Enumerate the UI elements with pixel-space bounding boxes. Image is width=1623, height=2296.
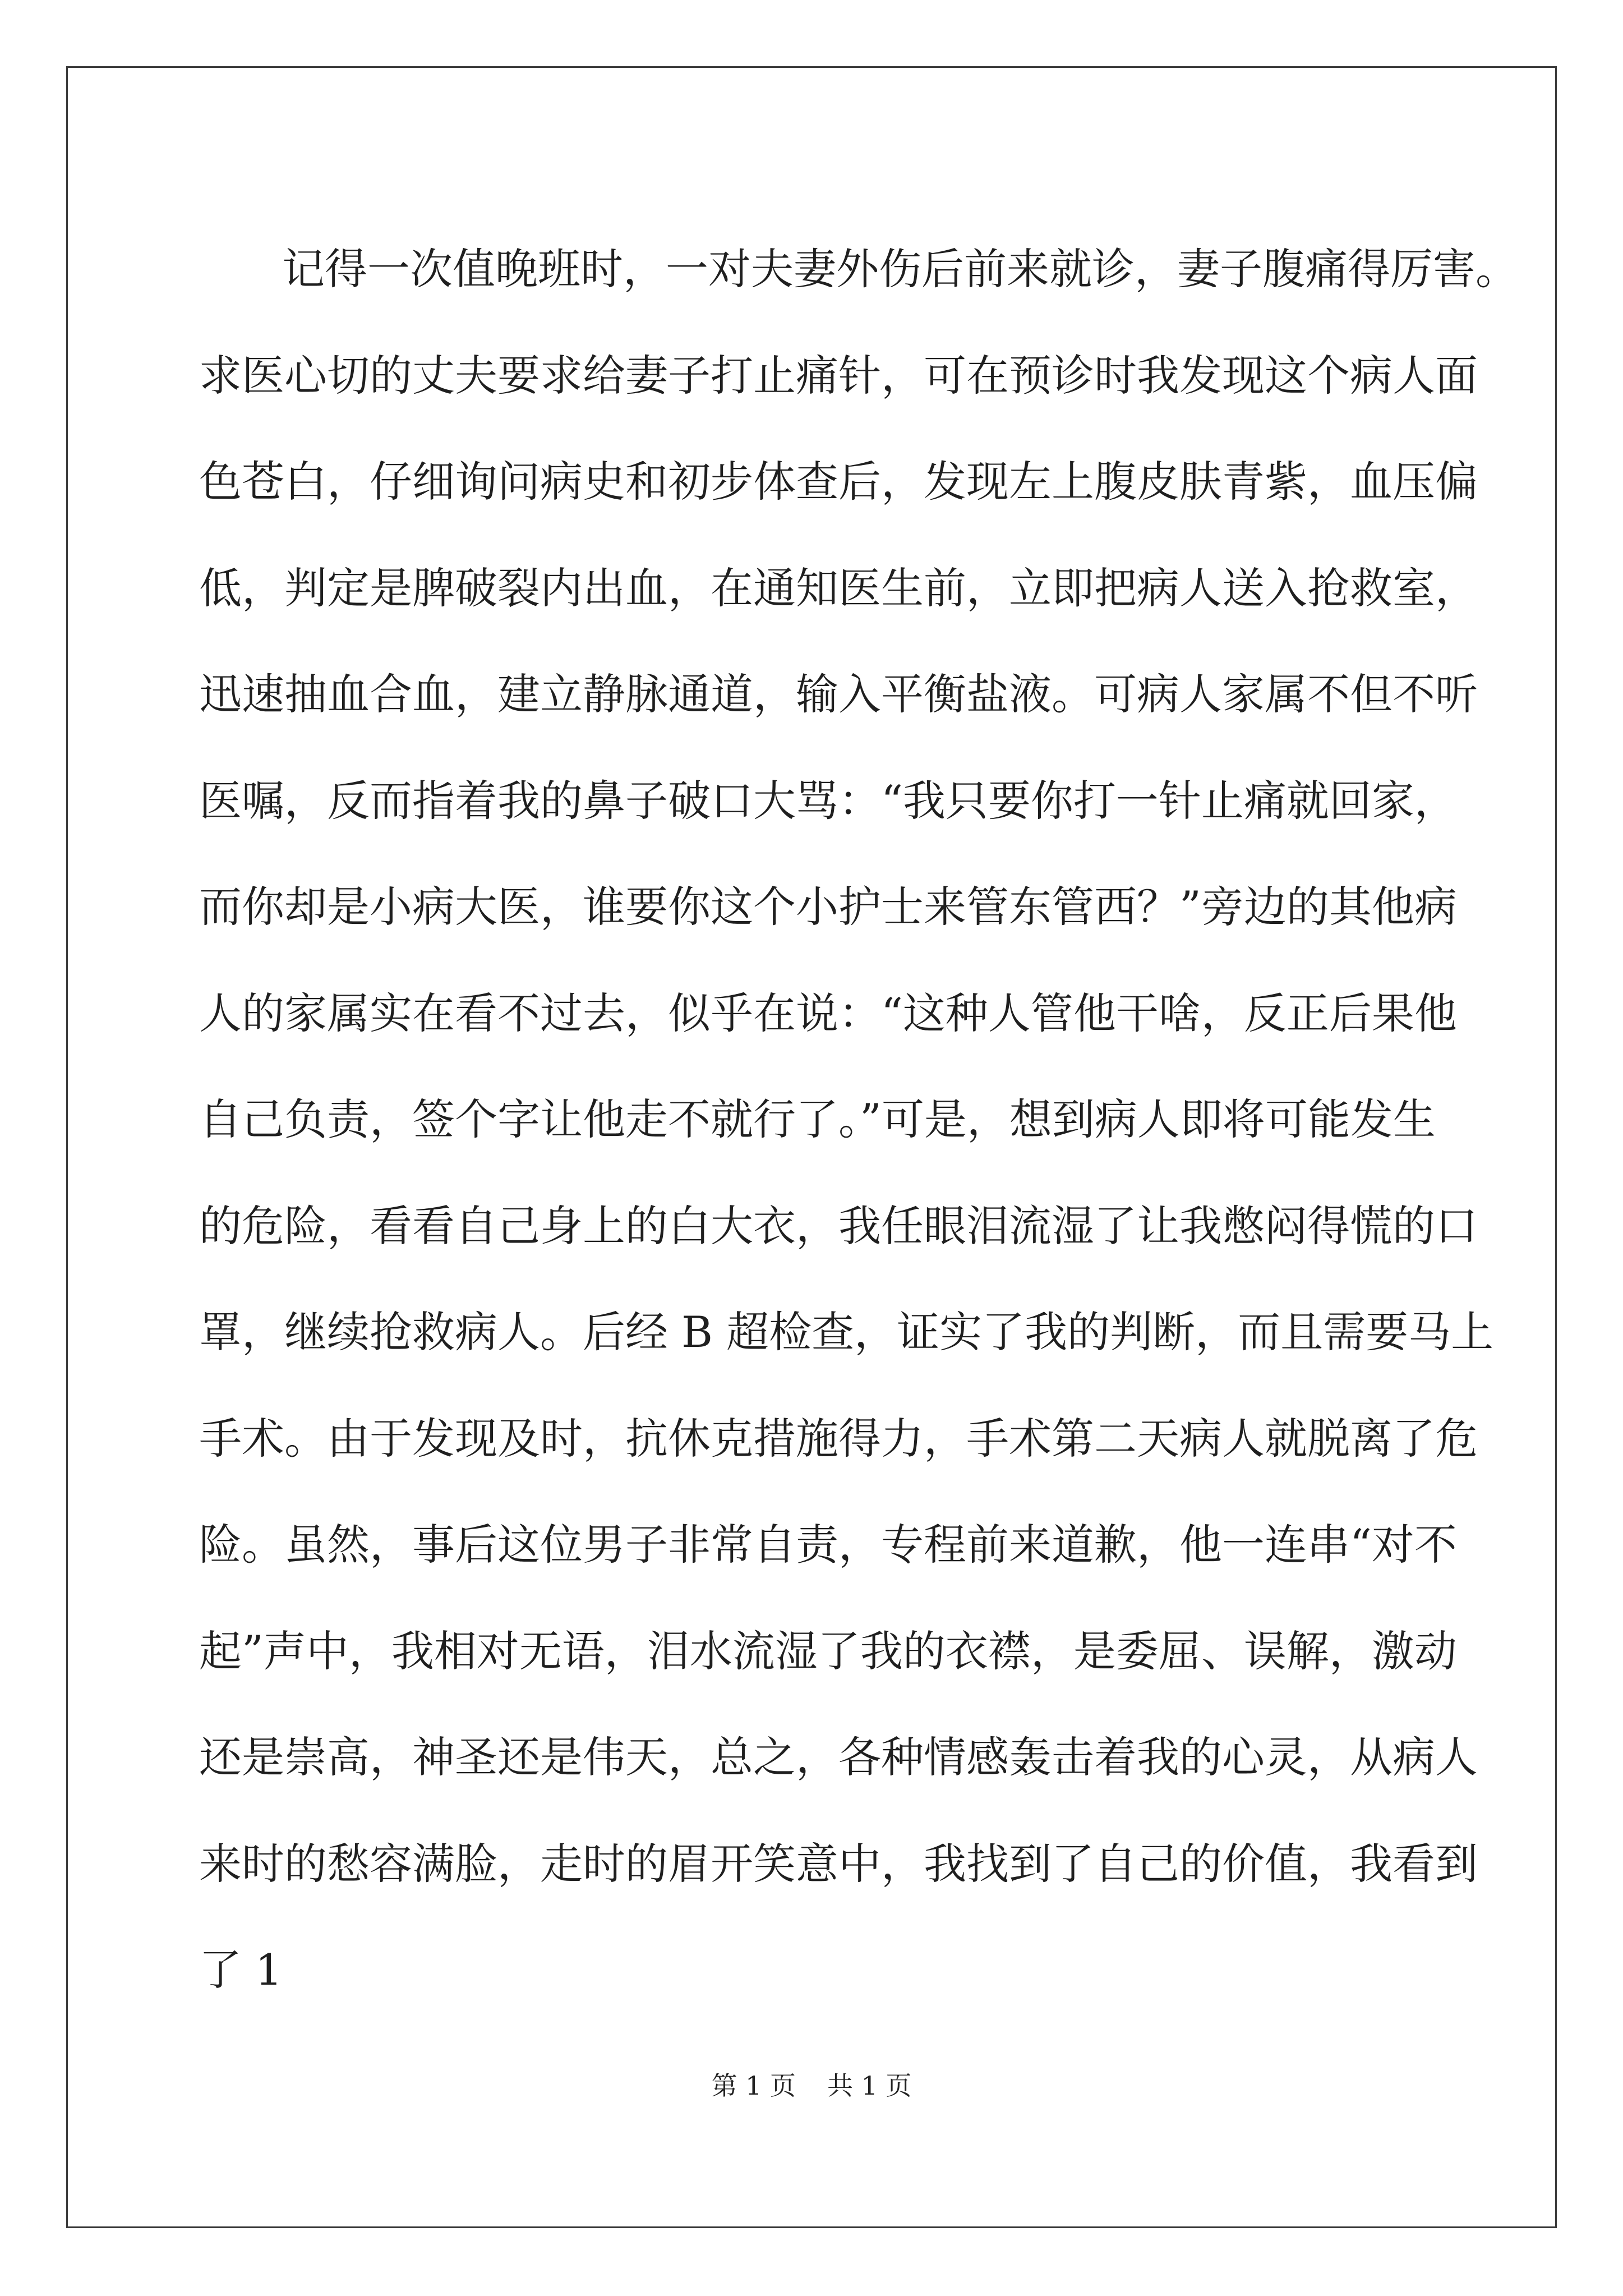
text-line: 求医心切的丈夫要求给妻子打止痛针，可在预诊时我发现这个病人面 — [199, 350, 1478, 401]
text-line: 迅速抽血合血，建立静脉通道，输入平衡盐液。可病人家属不但不听 — [199, 669, 1478, 719]
page-total: 共 1 页 — [827, 2070, 912, 2101]
text-line: 起”声中，我相对无语，泪水流湿了我的衣襟，是委屈、误解，激动 — [199, 1626, 1457, 1676]
text-line: 而你却是小病大医，谁要你这个小护士来管东管西？”旁边的其他病 — [199, 882, 1457, 932]
text-line: 来时的愁容满脸，走时的眉开笑意中，我找到了自己的价值，我看到 — [199, 1838, 1478, 1889]
text-line: 罩，继续抢救病人。后经 B 超检查，证实了我的判断，而且需要马上 — [199, 1307, 1494, 1357]
text-line: 低，判定是脾破裂内出血，在通知医生前，立即把病人送入抢救室， — [199, 563, 1478, 613]
body-text — [199, 216, 1518, 2023]
text-line: 人的家属实在看不过去，似乎在说：“这种人管他干啥，反正后果他 — [199, 988, 1457, 1038]
text-line: 自己负责，签个字让他走不就行了。”可是，想到病人即将可能发生 — [199, 1094, 1436, 1144]
text-line: 险。虽然，事后这位男子非常自责，专程前来道歉，他一连串“对不 — [199, 1520, 1457, 1570]
page-footer — [0, 2069, 1623, 2102]
text-line: 手术。由于发现及时，抗休克措施得力，手术第二天病人就脱离了危 — [199, 1413, 1478, 1464]
text-line: 记得一次值晚班时，一对夫妻外伤后前来就诊，妻子腹痛得厉害。 — [282, 244, 1518, 294]
text-line: 了 1 — [199, 1945, 283, 1995]
text-line: 的危险，看看自己身上的白大衣，我任眼泪流湿了让我憋闷得慌的口 — [199, 1200, 1478, 1251]
page-number: 第 1 页 — [711, 2070, 796, 2101]
text-line: 医嘱，反而指着我的鼻子破口大骂：“我只要你打一针止痛就回家， — [199, 775, 1457, 826]
text-line: 还是崇高，神圣还是伟天，总之，各种情感轰击着我的心灵，从病人 — [199, 1732, 1478, 1782]
text-line: 色苍白，仔细询问病史和初步体查后，发现左上腹皮肤青紫，血压偏 — [199, 457, 1478, 507]
